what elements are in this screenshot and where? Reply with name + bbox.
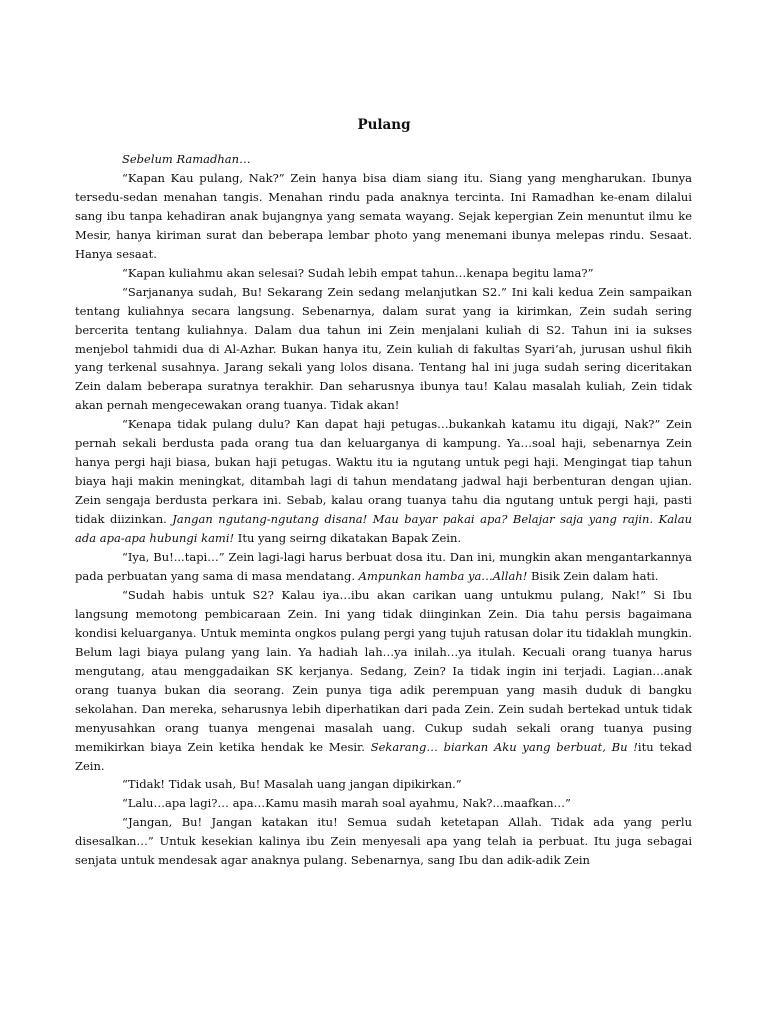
story-body (75, 150, 692, 870)
paragraph (75, 169, 692, 264)
paragraph (75, 586, 692, 776)
text-segment: “Jangan, Bu! Jangan katakan itu! Semua sudah ketetapan Allah. Tidak ada yang perlu disesalkan…” Untuk kesekian kalinya ibu Zein menyesali apa yang telah ia perbuat. Itu juga sebagai senjata untuk mendesak agar anaknya pulang. Sebenarnya, sang Ibu dan adik-adik Zein (75, 815, 692, 868)
text-segment: “Kenapa tidak pulang dulu? Kan dapat haji petugas…bukankah katamu itu digaji, Nak?” Zein pernah sekali berdusta pada orang tua dan keluarganya di kampung. Ya…soal haji, sebenarnya Zein hanya pergi haji biasa, bukan haji petugas. Waktu itu ia ngutang untuk pegi haji. Mengingat tiap tahun biaya haji makin meningkat, ditambah lagi di tahun mendatang jadwal haji berbenturan dengan ujian. Zein sengaja berdusta perkara ini. Sebab, kalau orang tuanya tahu dia ngutang untuk pergi haji, pasti tidak diizinkan. (75, 417, 692, 527)
text-segment: “Kapan Kau pulang, Nak?” Zein hanya bisa diam siang itu. Siang yang mengharukan. Ibunya tersedu-sedan menahan tangis. Menahan rindu pada anaknya tercinta. Ini Ramadhan ke-enam dilalui sang ibu tanpa kehadiran anak bujangnya yang semata wayang. Sejak kepergian Zein menuntut ilmu ke Mesir, hanya kiriman surat dan beberapa lembar photo yang menemani ibunya melepas rindu. Sesaat. Hanya sesaat. (75, 170, 692, 261)
text-segment: “Kapan kuliahmu akan selesai? Sudah lebih empat tahun…kenapa begitu lama?” (122, 265, 594, 280)
text-segment: Bisik Zein dalam hati. (527, 568, 659, 583)
italic-passage: Ampunkan hamba ya…Allah! (358, 568, 528, 583)
paragraph (75, 264, 692, 283)
paragraph (75, 548, 692, 586)
paragraph (75, 794, 692, 813)
paragraph (75, 415, 692, 548)
text-segment: “Iya, Bu!...tapi…” Zein lagi-lagi harus berbuat dosa itu. Dan ini, mungkin akan mengantarkannya pada perbuatan yang sama di masa mendatang. (75, 550, 692, 583)
italic-passage: Sekarang… biarkan Aku yang berbuat, Bu ! (370, 739, 638, 754)
story-title: Pulang (357, 117, 411, 133)
paragraph (75, 813, 692, 870)
paragraph (75, 283, 692, 416)
text-segment: itu tekad Zein. (75, 739, 692, 773)
text-segment: Itu yang seirng dikatakan Bapak Zein. (234, 531, 462, 546)
text-segment: “Sudah habis untuk S2? Kalau iya…ibu akan carikan uang untukmu pulang, Nak!” Si Ibu langsung memotong pembicaraan Zein. Ini yang tidak diinginkan Zein. Dia tahu persis bagaimana kondisi keluarganya. Untuk meminta ongkos pulang pergi yang tujuh ratusan dolar itu tidaklah mungkin. Belum lagi biaya pulang yang lain. Ya hadiah lah…ya inilah…ya itulah. Kecuali orang tuanya harus mengutang, atau menggadaikan SK kerjanya. Sedang, Zein? Ia tidak ingin ini terjadi. Lagian…anak orang tuanya bukan dia seorang. Zein punya tiga adik perempuan yang masih duduk di bangku sekolahan. Dan mereka, seharusnya lebih diperhatikan dari pada Zein. Zein sudah bertekad untuk tidak menyusahkan orang tuanya mengenai masalah uang. Cukup sudah sekali orang tuanya pusing memikirkan biaya Zein ketika hendak ke Mesir. (75, 587, 692, 754)
text-segment: “Sarjananya sudah, Bu! Sekarang Zein sedang melanjutkan S2.” Ini kali kedua Zein sampaikan tentang kuliahnya secara langsung. Sebenarnya, dalam surat yang ia kirimkan, Zein sudah sering bercerita tentang kuliahnya. Dalam dua tahun ini Zein menjalani kuliah di S2. Tahun ini ia sukses menjebol tahmidi dua di Al-Azhar. Bukan hanya itu, Zein kuliah di fakultas Syari’ah, jurusan ushul fikih yang terkenal susahnya. Jarang sekali yang lolos disana. Tentang hal ini juga sudah sering diceritakan Zein dalam beberapa suratnya terakhir. Dan seharusnya ibunya tau! Kalau masalah kuliah, Zein tidak akan pernah mengecewakan orang tuanya. Tidak akan! (75, 284, 692, 413)
opening-line: Sebelum Ramadhan… (122, 152, 251, 166)
italic-passage: Jangan ngutang-ngutang disana! Mau bayar pakai apa? Belajar saja yang rajin. Kalau ada apa-apa hubungi kami! (75, 512, 693, 546)
text-segment: “Tidak! Tidak usah, Bu! Masalah uang jangan dipikirkan.” (122, 777, 462, 792)
text-segment: “Lalu…apa lagi?… apa…Kamu masih marah soal ayahmu, Nak?...maafkan…” (122, 796, 571, 811)
paragraph-list (75, 169, 692, 870)
paragraph (75, 775, 692, 794)
